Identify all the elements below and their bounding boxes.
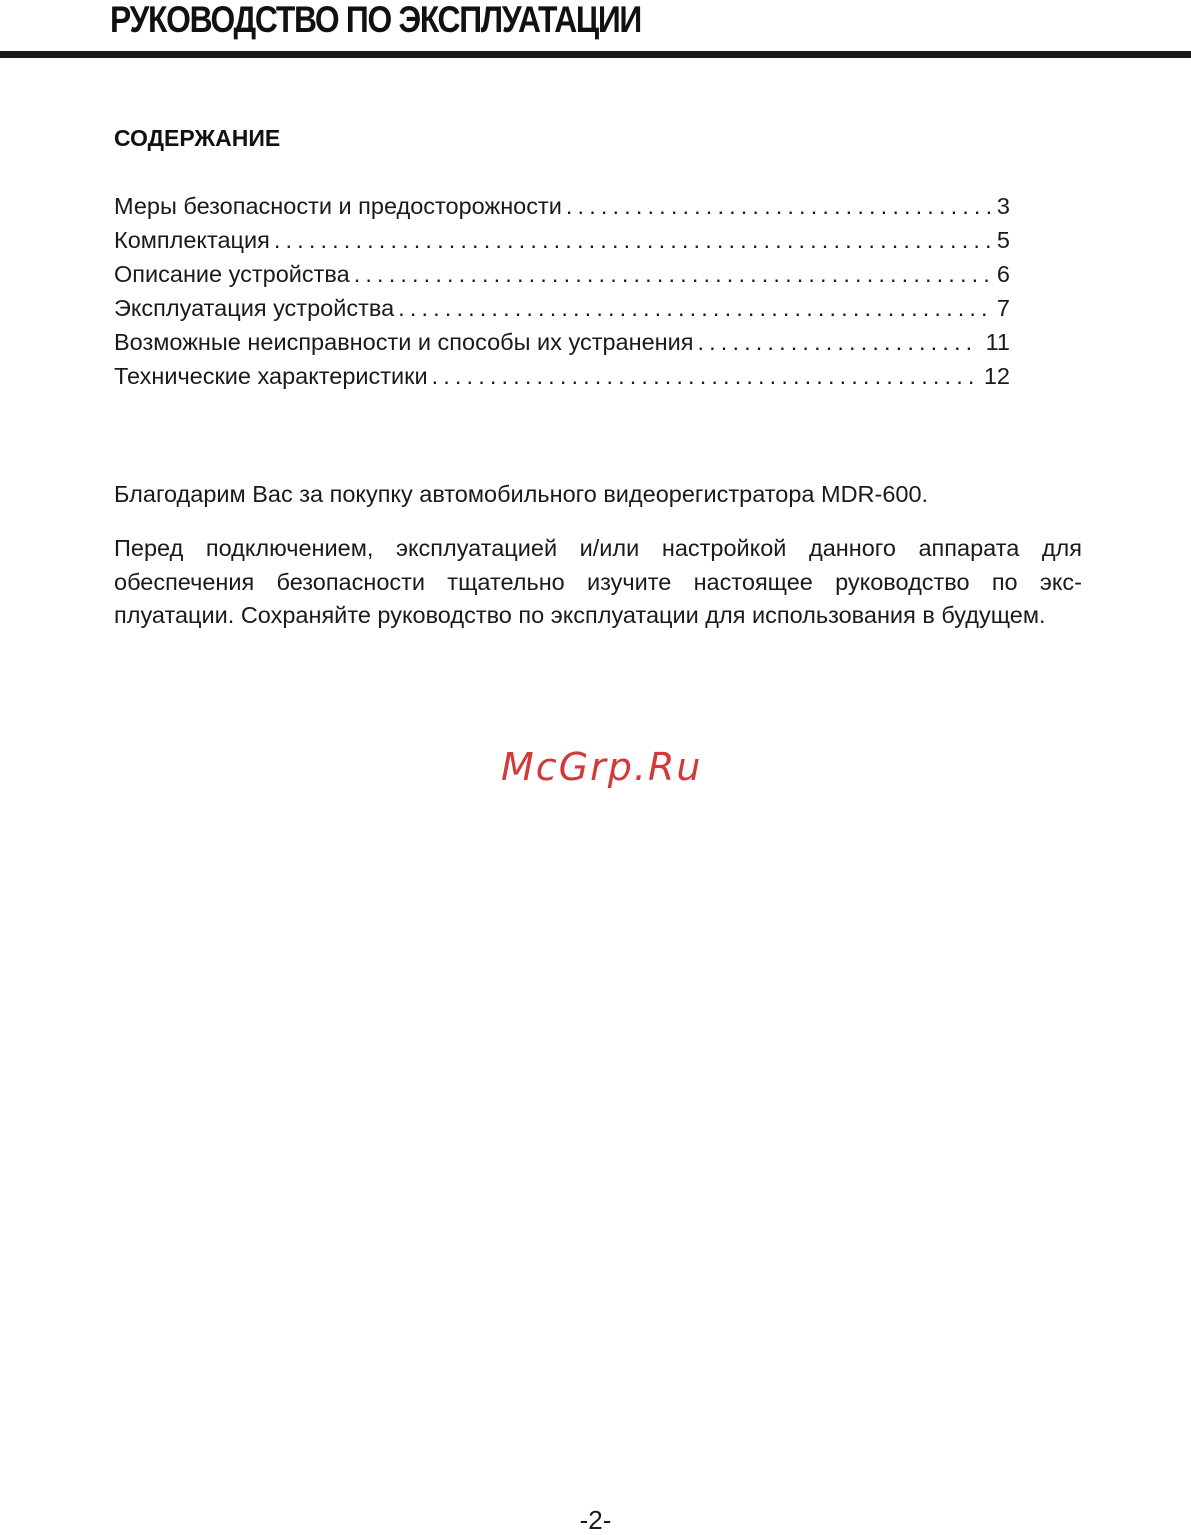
watermark-logo: McGrp.Ru (501, 745, 703, 789)
safety-notice-paragraph: Перед подключением, эксплуатацией и/или настройкой данного аппарата для обеспечения безопасности тщательно изучите настоящее руководство по эксплуатации. Сохраняйте руководство по эксплуатации для использования в будущем. (114, 535, 1082, 628)
toc-dot-leader (697, 325, 975, 359)
toc-dot-leader (566, 189, 995, 223)
toc-entry[interactable] (114, 359, 1010, 393)
toc-dot-leader (354, 257, 995, 291)
toc-entry-label: Меры безопасности и предосторожности (114, 193, 562, 219)
page-header-title: РУКОВОДСТВО ПО ЭКСПЛУАТАЦИИ (110, 0, 642, 40)
toc-entry-label: Эксплуатация устройства (114, 295, 395, 321)
toc-entry-page: 6 (996, 261, 1010, 287)
toc-dot-leader (274, 223, 995, 257)
toc-entry-label: Описание устройства (114, 261, 350, 287)
toc-dot-leader (432, 359, 974, 393)
toc-entry[interactable] (114, 189, 1010, 223)
toc-entry-page: 3 (996, 193, 1010, 219)
toc-entry[interactable] (114, 291, 1010, 325)
toc-entry[interactable] (114, 325, 1010, 359)
toc-entry-page: 5 (996, 227, 1010, 253)
toc-entry-label: Технические характеристики (114, 363, 428, 389)
toc-entry-page: 11 (985, 329, 1010, 355)
toc-dot-leader (398, 291, 995, 325)
toc-entry[interactable] (114, 257, 1010, 291)
header-divider (0, 51, 1191, 58)
table-of-contents (114, 189, 1010, 393)
toc-heading: СОДЕРЖАНИЕ (114, 125, 281, 151)
page-number: -2- (579, 1505, 612, 1535)
toc-entry-page: 12 (983, 363, 1010, 389)
toc-entry-label: Возможные неисправности и способы их устранения (114, 329, 694, 355)
toc-entry[interactable] (114, 223, 1010, 257)
toc-entry-label: Комплектация (114, 227, 270, 253)
thank-you-paragraph: Благодарим Вас за покупку автомобильного видеорегистратора MDR-600. (114, 481, 929, 507)
toc-entry-page: 7 (996, 295, 1010, 321)
